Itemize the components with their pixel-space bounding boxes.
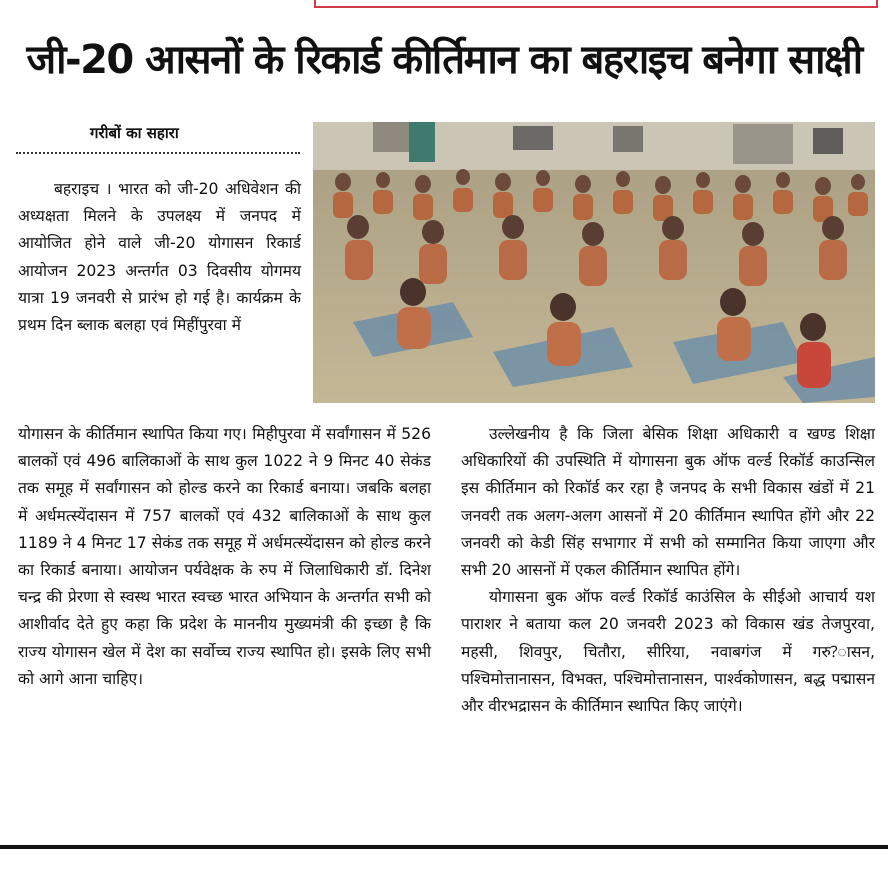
article-paragraph-2: उल्लेखनीय है कि जिला बेसिक शिक्षा अधिकारी व खण्ड शिक्षा अधिकारियों की उपस्थिति में योगासना बुक ऑफ वर्ल्ड रिकॉर्ड काउन्सिल इस कीर्तिमान को रिकॉर्ड कर रहा है जनपद के सभी विकास खंडों में 21 जनवरी तक अलग-अलग आसनों में 20 कीर्तिमान स्थापित होंगे और 22 जनवरी को केडी सिंह सभागार में सभी को सम्मानित किया जाएगा और सभी 20 आसनों में एकल कीर्तिमान स्थापित होंगे। — [461, 425, 875, 580]
top-border-box — [314, 0, 878, 8]
article-photo — [313, 122, 875, 403]
article-paragraph-3: योगासना बुक ऑफ वर्ल्ड रिकॉर्ड काउंसिल के सीईओ आचार्य यश पाराशर ने बताया कल 20 जनवरी 2023 को विकास खंड तेजपुरवा, महसी, शिवपुर, चितौरा, सीरिया, नवाबगंज में गरु?ासन, पश्चिमोत्तानासन, विभक्त, पश्चिमोत्तानासन, पार्श्वकोणासन, बद्ध पद्मासन और वीरभद्रासन के कीर्तिमान स्थापित किए जाएंगे। — [461, 588, 875, 716]
headline: जी-20 आसनों के रिकार्ड कीर्तिमान का बहराइच बनेगा साक्षी — [26, 37, 862, 83]
article-column-2 — [461, 421, 875, 720]
kicker: गरीबों का सहारा — [90, 124, 179, 142]
kicker-divider — [16, 152, 300, 154]
yoga-session-photo-icon — [313, 122, 875, 403]
article-column-1-bottom: योगासन के कीर्तिमान स्थापित किया गए। मिहीपुरवा में सर्वांगासन में 526 बालकों एवं 496 बालिकाओं के साथ कुल 1022 ने 9 मिनट 40 सेकंड तक समूह में सर्वांगासन को होल्ड करने का रिकार्ड बनाया। जबकि बलहा में अर्धमत्स्येंदासन में 757 बालकों एवं 432 बालिकाओं के साथ कुल 1189 ने 4 मिनट 17 सेकंड तक समूह में अर्धमत्स्येंदासन को होल्ड करने का रिकार्ड बनाया। आयोजन पर्यवेक्षक के रुप में जिलाधिकारी डॉ. दिनेश चन्द्र की प्रेरणा से स्वस्थ भारत स्वच्छ भारत अभियान के अन्तर्गत सभी को आशीर्वाद देते हुए कहा कि प्रदेश के माननीय मुख्यमंत्री की इच्छा है कि राज्य योगासन खेल में देश का सर्वोच्च राज्य स्थापित हो। इसके लिए सभी को आगे आना चाहिए। — [18, 425, 431, 688]
article-column-1-top: बहराइच । भारत को जी-20 अधिवेशन की अध्यक्षता मिलने के उपलक्ष्य में जनपद में आयोजित होने वाले जी-20 योगासन रिकार्ड आयोजन 2023 अन्तर्गत 03 दिवसीय योगमय यात्रा 19 जनवरी से प्रारंभ हो गई है। कार्यक्रम के प्रथम दिन ब्लाक बलहा एवं मिहींपुरवा में — [18, 180, 301, 335]
bottom-rule — [0, 845, 888, 849]
